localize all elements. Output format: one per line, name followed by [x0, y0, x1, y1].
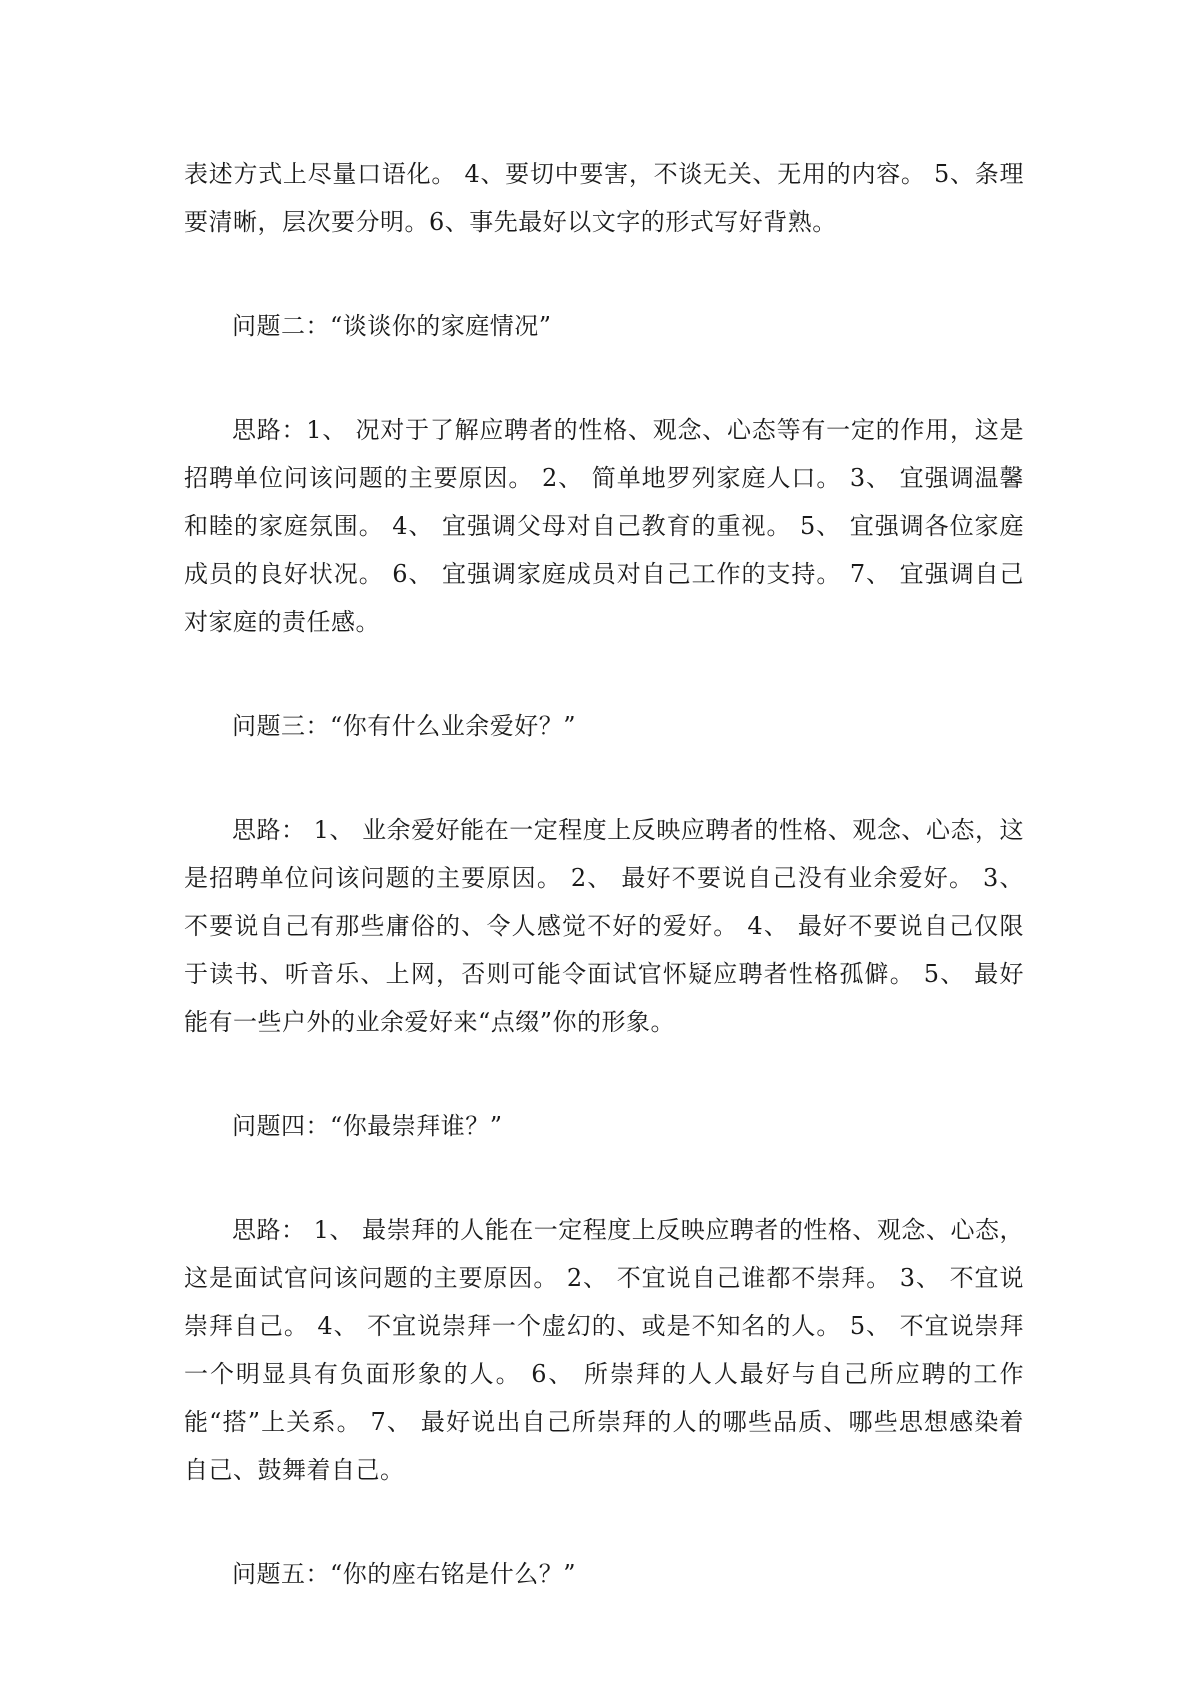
- question-two-answer: 思路：1、 况对于了解应聘者的性格、观念、心态等有一定的作用，这是招聘单位问该问题的主要原因。 2、 简单地罗列家庭人口。 3、 宜强调温馨和睦的家庭氛围。 4、 宜强调父母对自己教育的重视。 5、 宜强调各位家庭成员的良好状况。 6、 宜强调家庭成员对自己工作的支持。 7、 宜强调自己对家庭的责任感。: [184, 416, 1024, 636]
- question-four-answer: 思路： 1、 最崇拜的人能在一定程度上反映应聘者的性格、观念、心态，这是面试官问该问题的主要原因。 2、 不宜说自己谁都不崇拜。 3、 不宜说崇拜自己。 4、 不宜说崇拜一个虚幻的、或是不知名的人。 5、 不宜说崇拜一个明显具有负面形象的人。 6、 所崇拜的人人最好与自己所应聘的工作能“搭”上关系。 7、 最好说出自己所崇拜的人的哪些品质、哪些思想感染着自己、鼓舞着自己。: [184, 1216, 1024, 1484]
- question-three-heading: 问题三：“你有什么业余爱好？”: [232, 712, 577, 740]
- question-three-answer: 思路： 1、 业余爱好能在一定程度上反映应聘者的性格、观念、心态，这是招聘单位问该问题的主要原因。 2、 最好不要说自己没有业余爱好。 3、 不要说自己有那些庸俗的、令人感觉不好的爱好。 4、 最好不要说自己仅限于读书、听音乐、上网，否则可能令面试官怀疑应聘者性格孤僻。 5、 最好能有一些户外的业余爱好来“点缀”你的形象。: [184, 816, 1024, 1036]
- question-two-heading: 问题二：“谈谈你的家庭情况”: [232, 312, 552, 340]
- question-four-heading: 问题四：“你最崇拜谁？”: [232, 1112, 503, 1140]
- document-page: [184, 150, 1024, 1598]
- paragraph-continuation: 表述方式上尽量口语化。 4、要切中要害，不谈无关、无用的内容。 5、条理要清晰，层次要分明。6、事先最好以文字的形式写好背熟。: [184, 160, 1024, 236]
- question-five-heading: 问题五：“你的座右铭是什么？”: [232, 1560, 577, 1588]
